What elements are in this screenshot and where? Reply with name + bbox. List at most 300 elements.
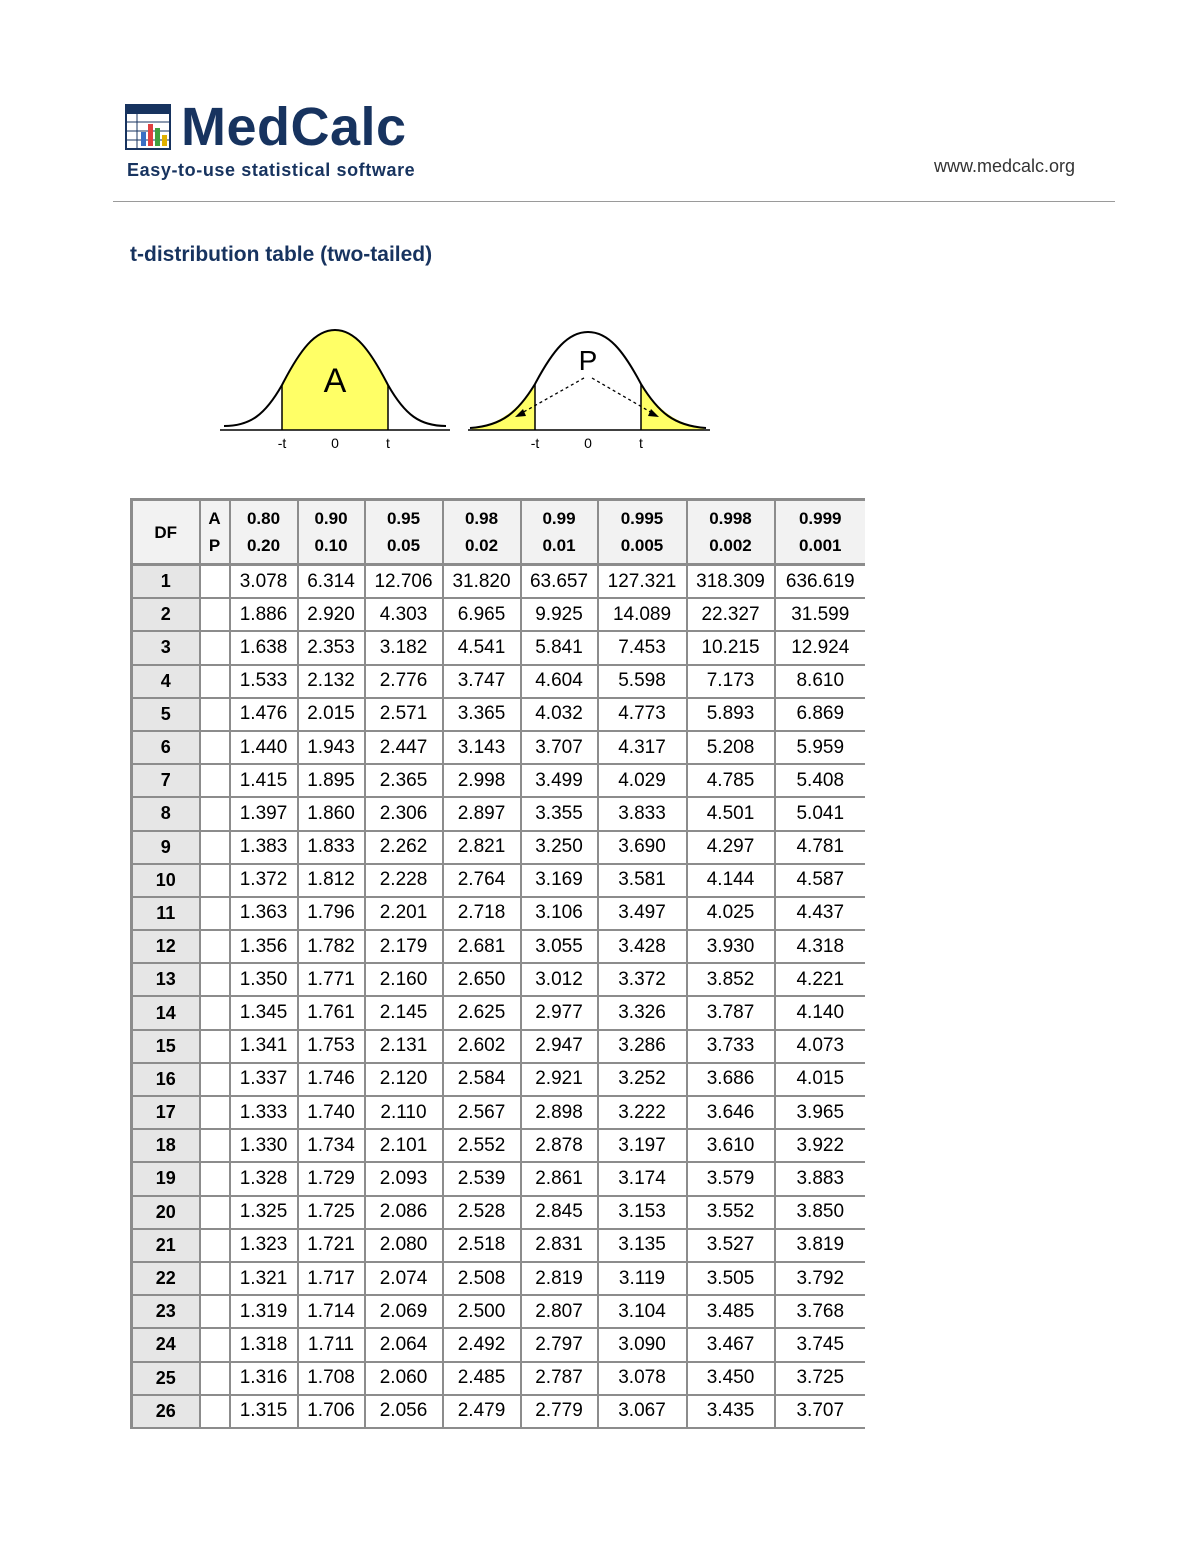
- p-value: 0.001: [798, 536, 842, 555]
- df-cell: 19: [132, 1162, 200, 1195]
- p-value: 0.005: [620, 536, 664, 555]
- critical-value-cell: 2.179: [365, 930, 443, 963]
- critical-value-cell: 3.852: [687, 963, 775, 996]
- critical-value-cell: 1.319: [230, 1295, 298, 1328]
- critical-value-cell: 7.173: [687, 665, 775, 698]
- a-label: A: [208, 509, 221, 528]
- critical-value-cell: 3.104: [598, 1295, 687, 1328]
- ap-spacer-cell: [200, 698, 230, 731]
- tagline: Easy-to-use statistical software: [127, 160, 416, 180]
- website-link[interactable]: www.medcalc.org: [933, 156, 1075, 176]
- critical-value-cell: 1.860: [298, 797, 365, 830]
- table-row: [132, 631, 866, 664]
- critical-value-cell: 3.690: [598, 831, 687, 864]
- critical-value-cell: 12.924: [775, 631, 866, 664]
- p-value: 0.01: [542, 536, 576, 555]
- table-row: [132, 731, 866, 764]
- t-distribution-table: [130, 498, 865, 1429]
- critical-value-cell: 2.447: [365, 731, 443, 764]
- critical-value-cell: 2.145: [365, 996, 443, 1029]
- critical-value-cell: 2.015: [298, 698, 365, 731]
- critical-value-cell: 1.356: [230, 930, 298, 963]
- critical-value-cell: 4.015: [775, 1063, 866, 1096]
- critical-value-cell: 2.353: [298, 631, 365, 664]
- critical-value-cell: 2.998: [443, 764, 521, 797]
- critical-value-cell: 3.078: [598, 1362, 687, 1395]
- ap-spacer-cell: [200, 864, 230, 897]
- ap-spacer-cell: [200, 1196, 230, 1229]
- ap-header: [200, 500, 230, 565]
- critical-value-cell: 4.073: [775, 1030, 866, 1063]
- critical-value-cell: 1.440: [230, 731, 298, 764]
- header-divider: [113, 201, 1115, 202]
- critical-value-cell: 5.408: [775, 764, 866, 797]
- ap-spacer-cell: [200, 1030, 230, 1063]
- critical-value-cell: 1.315: [230, 1395, 298, 1428]
- critical-value-cell: 2.306: [365, 797, 443, 830]
- critical-value-cell: 22.327: [687, 598, 775, 631]
- spreadsheet-chart-icon: [125, 104, 171, 150]
- critical-value-cell: 3.182: [365, 631, 443, 664]
- critical-value-cell: 2.500: [443, 1295, 521, 1328]
- critical-value-cell: 5.041: [775, 797, 866, 830]
- critical-value-cell: 2.069: [365, 1295, 443, 1328]
- critical-value-cell: 3.581: [598, 864, 687, 897]
- confidence-column-header: [687, 500, 775, 565]
- critical-value-cell: 2.228: [365, 864, 443, 897]
- critical-value-cell: 4.437: [775, 897, 866, 930]
- critical-value-cell: 3.646: [687, 1096, 775, 1129]
- critical-value-cell: 4.140: [775, 996, 866, 1029]
- table-body: [132, 565, 866, 1428]
- critical-value-cell: 1.328: [230, 1162, 298, 1195]
- table-row: [132, 1395, 866, 1428]
- critical-value-cell: 2.365: [365, 764, 443, 797]
- table-row: [132, 1030, 866, 1063]
- right-axis-label-neg-t: -t: [530, 435, 540, 451]
- ap-spacer-cell: [200, 1395, 230, 1428]
- critical-value-cell: 127.321: [598, 565, 687, 599]
- critical-value-cell: 12.706: [365, 565, 443, 599]
- df-cell: 20: [132, 1196, 200, 1229]
- critical-value-cell: 1.318: [230, 1328, 298, 1361]
- critical-value-cell: 636.619: [775, 565, 866, 599]
- critical-value-cell: 2.920: [298, 598, 365, 631]
- critical-value-cell: 5.598: [598, 665, 687, 698]
- critical-value-cell: 1.476: [230, 698, 298, 731]
- critical-value-cell: 3.090: [598, 1328, 687, 1361]
- a-value: 0.95: [386, 509, 421, 528]
- critical-value-cell: 5.959: [775, 731, 866, 764]
- table-row: [132, 1196, 866, 1229]
- critical-value-cell: 1.638: [230, 631, 298, 664]
- critical-value-cell: 3.355: [521, 797, 598, 830]
- critical-value-cell: 5.841: [521, 631, 598, 664]
- critical-value-cell: 3.106: [521, 897, 598, 930]
- critical-value-cell: 3.143: [443, 731, 521, 764]
- critical-value-cell: 7.453: [598, 631, 687, 664]
- critical-value-cell: 1.415: [230, 764, 298, 797]
- critical-value-cell: 1.943: [298, 731, 365, 764]
- table-row: [132, 963, 866, 996]
- ap-spacer-cell: [200, 631, 230, 664]
- critical-value-cell: 1.372: [230, 864, 298, 897]
- table-row: [132, 764, 866, 797]
- df-cell: 17: [132, 1096, 200, 1129]
- critical-value-cell: 31.599: [775, 598, 866, 631]
- ap-spacer-cell: [200, 1063, 230, 1096]
- critical-value-cell: 1.753: [298, 1030, 365, 1063]
- central-area-curve: [220, 330, 450, 451]
- critical-value-cell: 318.309: [687, 565, 775, 599]
- critical-value-cell: 3.707: [521, 731, 598, 764]
- table-row: [132, 1096, 866, 1129]
- df-cell: 26: [132, 1395, 200, 1428]
- critical-value-cell: 3.169: [521, 864, 598, 897]
- critical-value-cell: 2.120: [365, 1063, 443, 1096]
- critical-value-cell: 2.508: [443, 1262, 521, 1295]
- critical-value-cell: 3.883: [775, 1162, 866, 1195]
- df-cell: 4: [132, 665, 200, 698]
- df-cell: 10: [132, 864, 200, 897]
- critical-value-cell: 6.314: [298, 565, 365, 599]
- critical-value-cell: 3.467: [687, 1328, 775, 1361]
- critical-value-cell: 4.144: [687, 864, 775, 897]
- critical-value-cell: 1.397: [230, 797, 298, 830]
- critical-value-cell: 3.579: [687, 1162, 775, 1195]
- critical-value-cell: 4.297: [687, 831, 775, 864]
- critical-value-cell: 3.286: [598, 1030, 687, 1063]
- critical-value-cell: 3.372: [598, 963, 687, 996]
- a-value: 0.80: [246, 509, 281, 528]
- df-header: DF: [132, 500, 200, 565]
- critical-value-cell: 2.064: [365, 1328, 443, 1361]
- ap-spacer-cell: [200, 1262, 230, 1295]
- critical-value-cell: 1.321: [230, 1262, 298, 1295]
- critical-value-cell: 3.552: [687, 1196, 775, 1229]
- critical-value-cell: 3.747: [443, 665, 521, 698]
- critical-value-cell: 3.326: [598, 996, 687, 1029]
- critical-value-cell: 1.734: [298, 1129, 365, 1162]
- critical-value-cell: 3.119: [598, 1262, 687, 1295]
- df-cell: 24: [132, 1328, 200, 1361]
- critical-value-cell: 3.435: [687, 1395, 775, 1428]
- critical-value-cell: 3.135: [598, 1229, 687, 1262]
- ap-spacer-cell: [200, 897, 230, 930]
- critical-value-cell: 1.796: [298, 897, 365, 930]
- critical-value-cell: 3.768: [775, 1295, 866, 1328]
- table-row: [132, 797, 866, 830]
- critical-value-cell: 4.785: [687, 764, 775, 797]
- critical-value-cell: 2.819: [521, 1262, 598, 1295]
- critical-value-cell: 3.930: [687, 930, 775, 963]
- table-row: [132, 1262, 866, 1295]
- distribution-diagram: [210, 320, 720, 455]
- critical-value-cell: 2.681: [443, 930, 521, 963]
- critical-value-cell: 3.497: [598, 897, 687, 930]
- ap-spacer-cell: [200, 963, 230, 996]
- left-tail-fill: [472, 384, 535, 430]
- critical-value-cell: 3.365: [443, 698, 521, 731]
- critical-value-cell: 2.160: [365, 963, 443, 996]
- df-cell: 25: [132, 1362, 200, 1395]
- critical-value-cell: 3.819: [775, 1229, 866, 1262]
- critical-value-cell: 4.501: [687, 797, 775, 830]
- critical-value-cell: 1.706: [298, 1395, 365, 1428]
- table-row: [132, 1328, 866, 1361]
- critical-value-cell: 1.782: [298, 930, 365, 963]
- confidence-column-header: [365, 500, 443, 565]
- critical-value-cell: 1.345: [230, 996, 298, 1029]
- confidence-column-header: [230, 500, 298, 565]
- left-axis-label-t: t: [386, 435, 390, 451]
- critical-value-cell: 4.025: [687, 897, 775, 930]
- critical-value-cell: 3.197: [598, 1129, 687, 1162]
- a-value: 0.98: [464, 509, 499, 528]
- critical-value-cell: 1.330: [230, 1129, 298, 1162]
- critical-value-cell: 2.779: [521, 1395, 598, 1428]
- critical-value-cell: 3.792: [775, 1262, 866, 1295]
- critical-value-cell: 31.820: [443, 565, 521, 599]
- critical-value-cell: 2.110: [365, 1096, 443, 1129]
- ap-spacer-cell: [200, 665, 230, 698]
- critical-value-cell: 2.201: [365, 897, 443, 930]
- critical-value-cell: 2.539: [443, 1162, 521, 1195]
- critical-value-cell: 3.505: [687, 1262, 775, 1295]
- critical-value-cell: 2.977: [521, 996, 598, 1029]
- ap-spacer-cell: [200, 1328, 230, 1361]
- table-row: [132, 930, 866, 963]
- tail-area-curve: [468, 332, 710, 451]
- tail-label-p: P: [578, 345, 598, 376]
- critical-value-cell: 3.450: [687, 1362, 775, 1395]
- critical-value-cell: 10.215: [687, 631, 775, 664]
- critical-value-cell: 5.208: [687, 731, 775, 764]
- table-row: [132, 996, 866, 1029]
- critical-value-cell: 3.252: [598, 1063, 687, 1096]
- df-cell: 14: [132, 996, 200, 1029]
- confidence-column-header: [443, 500, 521, 565]
- df-cell: 6: [132, 731, 200, 764]
- df-cell: 9: [132, 831, 200, 864]
- critical-value-cell: 2.718: [443, 897, 521, 930]
- critical-value-cell: 4.318: [775, 930, 866, 963]
- critical-value-cell: 1.725: [298, 1196, 365, 1229]
- left-axis-label-zero: 0: [331, 435, 339, 451]
- critical-value-cell: 1.729: [298, 1162, 365, 1195]
- table-row: [132, 1229, 866, 1262]
- ap-spacer-cell: [200, 996, 230, 1029]
- critical-value-cell: 1.708: [298, 1362, 365, 1395]
- critical-value-cell: 1.333: [230, 1096, 298, 1129]
- critical-value-cell: 3.527: [687, 1229, 775, 1262]
- critical-value-cell: 1.341: [230, 1030, 298, 1063]
- critical-value-cell: 2.764: [443, 864, 521, 897]
- critical-value-cell: 1.323: [230, 1229, 298, 1262]
- critical-value-cell: 3.833: [598, 797, 687, 830]
- critical-value-cell: 3.428: [598, 930, 687, 963]
- t-table-container: [130, 498, 865, 1468]
- table-row: [132, 1295, 866, 1328]
- critical-value-cell: 1.746: [298, 1063, 365, 1096]
- critical-value-cell: 2.776: [365, 665, 443, 698]
- critical-value-cell: 1.721: [298, 1229, 365, 1262]
- ap-spacer-cell: [200, 731, 230, 764]
- critical-value-cell: 1.886: [230, 598, 298, 631]
- table-row: [132, 565, 866, 599]
- table-row: [132, 831, 866, 864]
- critical-value-cell: 3.686: [687, 1063, 775, 1096]
- critical-value-cell: 4.604: [521, 665, 598, 698]
- df-cell: 15: [132, 1030, 200, 1063]
- medcalc-logo: [125, 97, 407, 157]
- brand-name: MedCalc: [181, 97, 407, 157]
- critical-value-cell: 2.485: [443, 1362, 521, 1395]
- critical-value-cell: 8.610: [775, 665, 866, 698]
- critical-value-cell: 2.921: [521, 1063, 598, 1096]
- critical-value-cell: 3.965: [775, 1096, 866, 1129]
- critical-value-cell: 63.657: [521, 565, 598, 599]
- critical-value-cell: 2.845: [521, 1196, 598, 1229]
- critical-value-cell: 3.250: [521, 831, 598, 864]
- critical-value-cell: 3.153: [598, 1196, 687, 1229]
- df-cell: 12: [132, 930, 200, 963]
- critical-value-cell: 3.078: [230, 565, 298, 599]
- critical-value-cell: 4.303: [365, 598, 443, 631]
- critical-value-cell: 3.610: [687, 1129, 775, 1162]
- critical-value-cell: 2.056: [365, 1395, 443, 1428]
- critical-value-cell: 1.740: [298, 1096, 365, 1129]
- right-axis-label-zero: 0: [584, 435, 592, 451]
- critical-value-cell: 3.067: [598, 1395, 687, 1428]
- critical-value-cell: 1.533: [230, 665, 298, 698]
- p-value: 0.05: [386, 536, 421, 555]
- ap-spacer-cell: [200, 1295, 230, 1328]
- critical-value-cell: 3.174: [598, 1162, 687, 1195]
- table-row: [132, 665, 866, 698]
- critical-value-cell: 2.131: [365, 1030, 443, 1063]
- critical-value-cell: 3.787: [687, 996, 775, 1029]
- critical-value-cell: 2.650: [443, 963, 521, 996]
- critical-value-cell: 2.552: [443, 1129, 521, 1162]
- p-value: 0.10: [314, 536, 348, 555]
- critical-value-cell: 4.587: [775, 864, 866, 897]
- ap-spacer-cell: [200, 1096, 230, 1129]
- right-tail-fill: [641, 384, 704, 430]
- critical-value-cell: 1.812: [298, 864, 365, 897]
- critical-value-cell: 3.485: [687, 1295, 775, 1328]
- critical-value-cell: 2.898: [521, 1096, 598, 1129]
- critical-value-cell: 1.895: [298, 764, 365, 797]
- critical-value-cell: 2.571: [365, 698, 443, 731]
- df-cell: 11: [132, 897, 200, 930]
- table-header-row: [132, 500, 866, 565]
- critical-value-cell: 6.869: [775, 698, 866, 731]
- critical-value-cell: 3.012: [521, 963, 598, 996]
- critical-value-cell: 2.821: [443, 831, 521, 864]
- critical-value-cell: 6.965: [443, 598, 521, 631]
- critical-value-cell: 1.316: [230, 1362, 298, 1395]
- critical-value-cell: 1.383: [230, 831, 298, 864]
- critical-value-cell: 14.089: [598, 598, 687, 631]
- df-cell: 5: [132, 698, 200, 731]
- critical-value-cell: 1.833: [298, 831, 365, 864]
- ap-spacer-cell: [200, 1162, 230, 1195]
- df-cell: 3: [132, 631, 200, 664]
- critical-value-cell: 1.350: [230, 963, 298, 996]
- ap-spacer-cell: [200, 1129, 230, 1162]
- critical-value-cell: 2.074: [365, 1262, 443, 1295]
- df-cell: 13: [132, 963, 200, 996]
- df-cell: 22: [132, 1262, 200, 1295]
- critical-value-cell: 4.221: [775, 963, 866, 996]
- p-label: P: [208, 536, 221, 555]
- df-cell: 1: [132, 565, 200, 599]
- df-cell: 8: [132, 797, 200, 830]
- table-row: [132, 1362, 866, 1395]
- confidence-column-header: [521, 500, 598, 565]
- ap-spacer-cell: [200, 930, 230, 963]
- critical-value-cell: 2.625: [443, 996, 521, 1029]
- critical-value-cell: 3.725: [775, 1362, 866, 1395]
- critical-value-cell: 4.029: [598, 764, 687, 797]
- confidence-column-header: [775, 500, 866, 565]
- critical-value-cell: 2.861: [521, 1162, 598, 1195]
- critical-value-cell: 2.797: [521, 1328, 598, 1361]
- critical-value-cell: 3.055: [521, 930, 598, 963]
- critical-value-cell: 1.337: [230, 1063, 298, 1096]
- critical-value-cell: 5.893: [687, 698, 775, 731]
- critical-value-cell: 3.733: [687, 1030, 775, 1063]
- critical-value-cell: 3.707: [775, 1395, 866, 1428]
- critical-value-cell: 1.711: [298, 1328, 365, 1361]
- critical-value-cell: 3.222: [598, 1096, 687, 1129]
- critical-value-cell: 2.584: [443, 1063, 521, 1096]
- ap-spacer-cell: [200, 764, 230, 797]
- critical-value-cell: 4.317: [598, 731, 687, 764]
- df-cell: 21: [132, 1229, 200, 1262]
- table-row: [132, 897, 866, 930]
- critical-value-cell: 1.761: [298, 996, 365, 1029]
- page-title: t-distribution table (two-tailed): [130, 243, 433, 266]
- df-cell: 16: [132, 1063, 200, 1096]
- df-cell: 18: [132, 1129, 200, 1162]
- critical-value-cell: 9.925: [521, 598, 598, 631]
- ap-spacer-cell: [200, 1229, 230, 1262]
- critical-value-cell: 4.773: [598, 698, 687, 731]
- p-value: 0.002: [709, 536, 752, 555]
- table-row: [132, 864, 866, 897]
- critical-value-cell: 1.325: [230, 1196, 298, 1229]
- confidence-column-header: [298, 500, 365, 565]
- df-cell: 7: [132, 764, 200, 797]
- critical-value-cell: 1.717: [298, 1262, 365, 1295]
- ap-spacer-cell: [200, 831, 230, 864]
- critical-value-cell: 2.947: [521, 1030, 598, 1063]
- critical-value-cell: 1.771: [298, 963, 365, 996]
- ap-spacer-cell: [200, 797, 230, 830]
- area-label-a: A: [323, 362, 347, 400]
- critical-value-cell: 2.897: [443, 797, 521, 830]
- critical-value-cell: 2.807: [521, 1295, 598, 1328]
- critical-value-cell: 2.492: [443, 1328, 521, 1361]
- critical-value-cell: 1.363: [230, 897, 298, 930]
- a-value: 0.99: [542, 509, 576, 528]
- table-row: [132, 1162, 866, 1195]
- critical-value-cell: 2.132: [298, 665, 365, 698]
- left-axis-label-neg-t: -t: [277, 435, 287, 451]
- ap-spacer-cell: [200, 565, 230, 599]
